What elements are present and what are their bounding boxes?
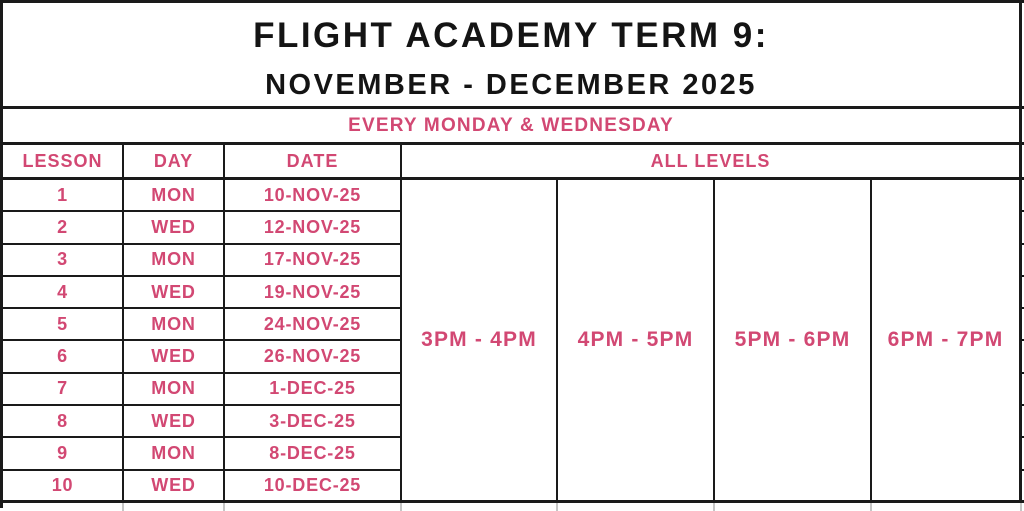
lesson-number: 10 [3,471,124,503]
lesson-number: 9 [3,438,124,470]
lesson-day: MON [124,309,225,341]
column-header-date: DATE [225,145,402,180]
lesson-date: 3-DEC-25 [225,406,402,438]
time-slot-1: 3PM - 4PM [402,180,558,503]
lesson-date: 24-NOV-25 [225,309,402,341]
lesson-number: 4 [3,277,124,309]
lesson-date: 1-DEC-25 [225,374,402,406]
lesson-date: 19-NOV-25 [225,277,402,309]
time-slot-3: 5PM - 6PM [715,180,872,503]
lesson-date: 10-NOV-25 [225,180,402,212]
cropped-bottom-row [225,503,402,511]
lesson-day: MON [124,438,225,470]
column-header-all-levels: ALL LEVELS [402,145,1022,180]
cropped-bottom-row [402,503,558,511]
lesson-day: WED [124,406,225,438]
lesson-number: 6 [3,341,124,373]
page-subtitle-dates: NOVEMBER - DECEMBER 2025 [265,68,757,101]
cropped-bottom-row [3,503,124,511]
lesson-number: 3 [3,245,124,277]
lesson-date: 26-NOV-25 [225,341,402,373]
cropped-bottom-row [872,503,1022,511]
column-header-lesson: LESSON [3,145,124,180]
lesson-number: 7 [3,374,124,406]
cropped-bottom-row [124,503,225,511]
page-title: FLIGHT ACADEMY TERM 9: [253,15,769,55]
lesson-date: 10-DEC-25 [225,471,402,503]
lesson-number: 1 [3,180,124,212]
lesson-date: 17-NOV-25 [225,245,402,277]
time-slot-4: 6PM - 7PM [872,180,1022,503]
cropped-bottom-row [558,503,715,511]
lesson-day: MON [124,374,225,406]
lesson-number: 5 [3,309,124,341]
lesson-date: 12-NOV-25 [225,212,402,244]
lesson-day: MON [124,180,225,212]
cropped-bottom-row [715,503,872,511]
lesson-number: 8 [3,406,124,438]
lesson-date: 8-DEC-25 [225,438,402,470]
schedule-days-note: EVERY MONDAY & WEDNESDAY [3,109,1022,145]
lesson-day: MON [124,245,225,277]
lesson-number: 2 [3,212,124,244]
lesson-day: WED [124,471,225,503]
title-block [3,3,1022,109]
lesson-day: WED [124,277,225,309]
time-slot-2: 4PM - 5PM [558,180,715,503]
lesson-day: WED [124,341,225,373]
lesson-day: WED [124,212,225,244]
column-header-day: DAY [124,145,225,180]
